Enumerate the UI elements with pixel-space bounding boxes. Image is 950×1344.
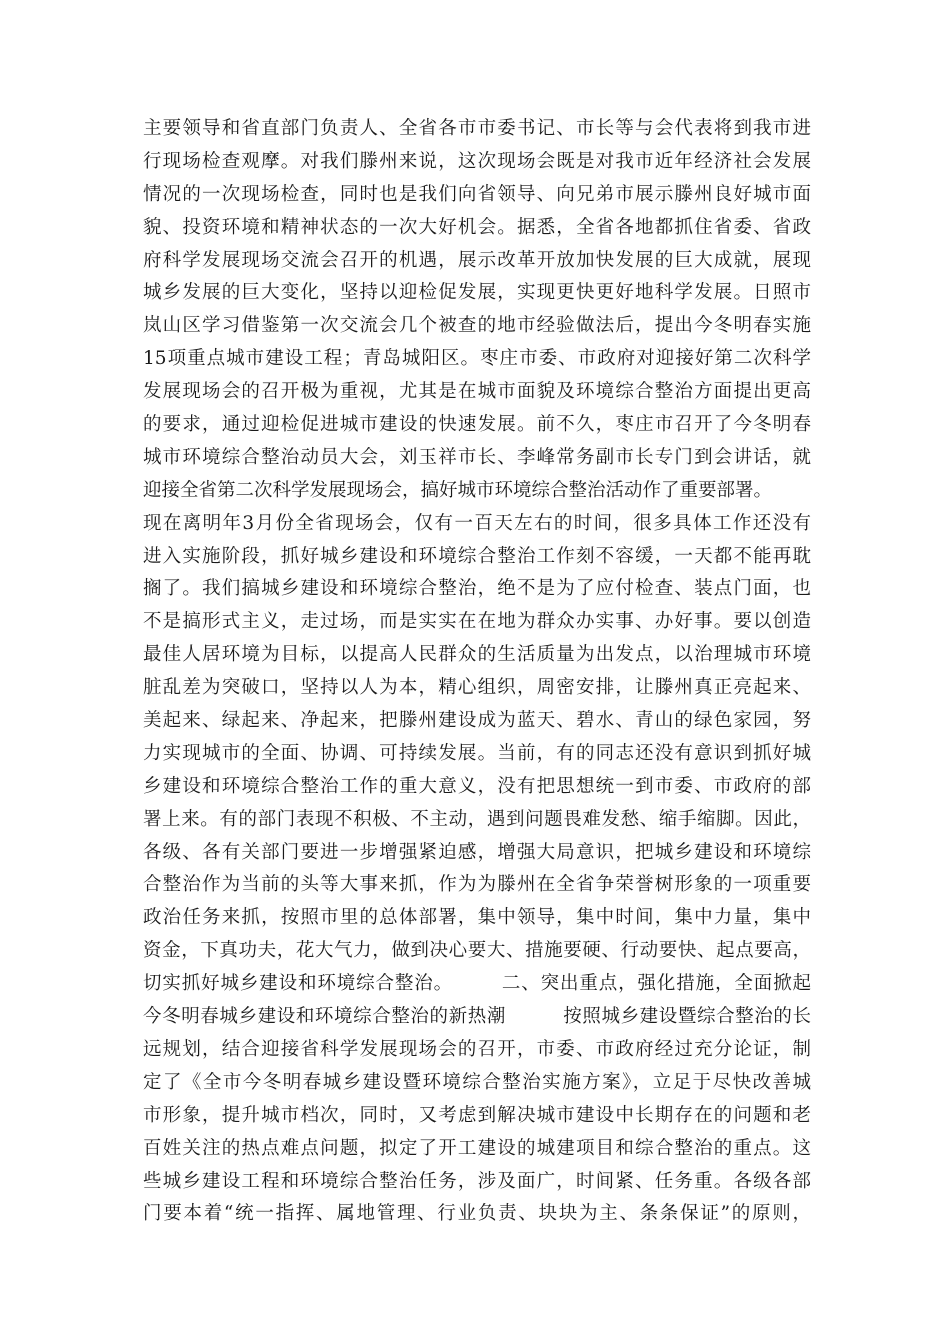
text-line: 些城乡建设工程和环境综合整治任务，涉及面广，时间紧、任务重。各级各部 (143, 1170, 811, 1192)
text-line: 15项重点城市建设工程；青岛城阳区。枣庄市委、市政府对迎接好第二次科学 (143, 348, 811, 370)
text-line: 主要领导和省直部门负责人、全省各市市委书记、市长等与会代表将到我市进 (143, 118, 811, 139)
text-line: 城乡发展的巨大变化，坚持以迎检促发展，实现更快更好地科学发展。日照市 (143, 282, 811, 304)
text-line: 的要求，通过迎检促进城市建设的快速发展。前不久，枣庄市召开了今冬明春 (143, 414, 811, 436)
text-line: 署上来。有的部门表现不积极、不主动，遇到问题畏难发愁、缩手缩脚。因此， (143, 808, 811, 830)
text-line: 发展现场会的召开极为重视，尤其是在城市面貌及环境综合整治方面提出更高 (143, 381, 811, 403)
text-line: 进入实施阶段，抓好城乡建设和环境综合整治工作刻不容缓，一天都不能再耽 (143, 545, 811, 567)
text-line: 门要本着“统一指挥、属地管理、行业负责、块块为主、条条保证”的原则， (143, 1203, 811, 1225)
text-line: 各级、各有关部门要进一步增强紧迫感，增强大局意识，把城乡建设和环境综 (143, 841, 811, 863)
body-text (143, 113, 811, 1231)
text-line: 岚山区学习借鉴第一次交流会几个被查的地市经验做法后，提出今冬明春实施 (143, 315, 811, 337)
text-line: 貌、投资环境和精神状态的一次大好机会。据悉，全省各地都抓住省委、省政 (143, 216, 811, 238)
text-line: 迎接全省第二次科学发展现场会，搞好城市环境综合整治活动作了重要部署。 (143, 479, 773, 501)
text-line: 现在离明年3月份全省现场会，仅有一百天左右的时间，很多具体工作还没有 (143, 512, 811, 534)
text-line: 定了《全市今冬明春城乡建设暨环境综合整治实施方案》，立足于尽快改善城 (143, 1071, 811, 1093)
text-line: 府科学发展现场交流会召开的机遇，展示改革开放加快发展的巨大成就，展现 (143, 249, 811, 271)
text-line: 脏乱差为突破口，坚持以人为本，精心组织，周密安排，让滕州真正亮起来、 (143, 677, 811, 699)
text-line: 搁了。我们搞城乡建设和环境综合整治，绝不是为了应付检查、装点门面，也 (143, 578, 811, 600)
text-line: 百姓关注的热点难点问题，拟定了开工建设的城建项目和综合整治的重点。这 (143, 1137, 811, 1159)
text-line: 远规划，结合迎接省科学发展现场会的召开，市委、市政府经过充分论证，制 (143, 1038, 811, 1060)
text-line: 政治任务来抓，按照市里的总体部署，集中领导，集中时间，集中力量，集中 (143, 907, 811, 929)
text-line: 今冬明春城乡建设和环境综合整治的新热潮 按照城乡建设暨综合整治的长 (143, 1006, 811, 1028)
text-line: 资金，下真功夫，花大气力，做到决心要大、措施要硬、行动要快、起点要高， (143, 940, 811, 962)
text-line: 美起来、绿起来、净起来，把滕州建设成为蓝天、碧水、青山的绿色家园，努 (143, 710, 811, 732)
text-line: 情况的一次现场检查，同时也是我们向省领导、向兄弟市展示滕州良好城市面 (143, 183, 811, 205)
text-line: 最佳人居环境为目标，以提高人民群众的生活质量为出发点，以治理城市环境 (143, 644, 811, 666)
text-line: 市形象，提升城市档次，同时，又考虑到解决城市建设中长期存在的问题和老 (143, 1104, 811, 1126)
text-line: 乡建设和环境综合整治工作的重大意义，没有把思想统一到市委、市政府的部 (143, 775, 811, 797)
text-line: 切实抓好城乡建设和环境综合整治。 二、突出重点，强化措施，全面掀起 (143, 973, 811, 995)
text-line: 不是搞形式主义，走过场，而是实实在在地为群众办实事、办好事。要以创造 (143, 611, 811, 633)
text-line: 合整治作为当前的头等大事来抓，作为为滕州在全省争荣誉树形象的一项重要 (143, 874, 811, 896)
text-line: 行现场检查观摩。对我们滕州来说，这次现场会既是对我市近年经济社会发展 (143, 150, 811, 172)
text-line: 力实现城市的全面、协调、可持续发展。当前，有的同志还没有意识到抓好城 (143, 742, 811, 764)
text-line: 城市环境综合整治动员大会，刘玉祥市长、李峰常务副市长专门到会讲话，就 (143, 446, 811, 468)
